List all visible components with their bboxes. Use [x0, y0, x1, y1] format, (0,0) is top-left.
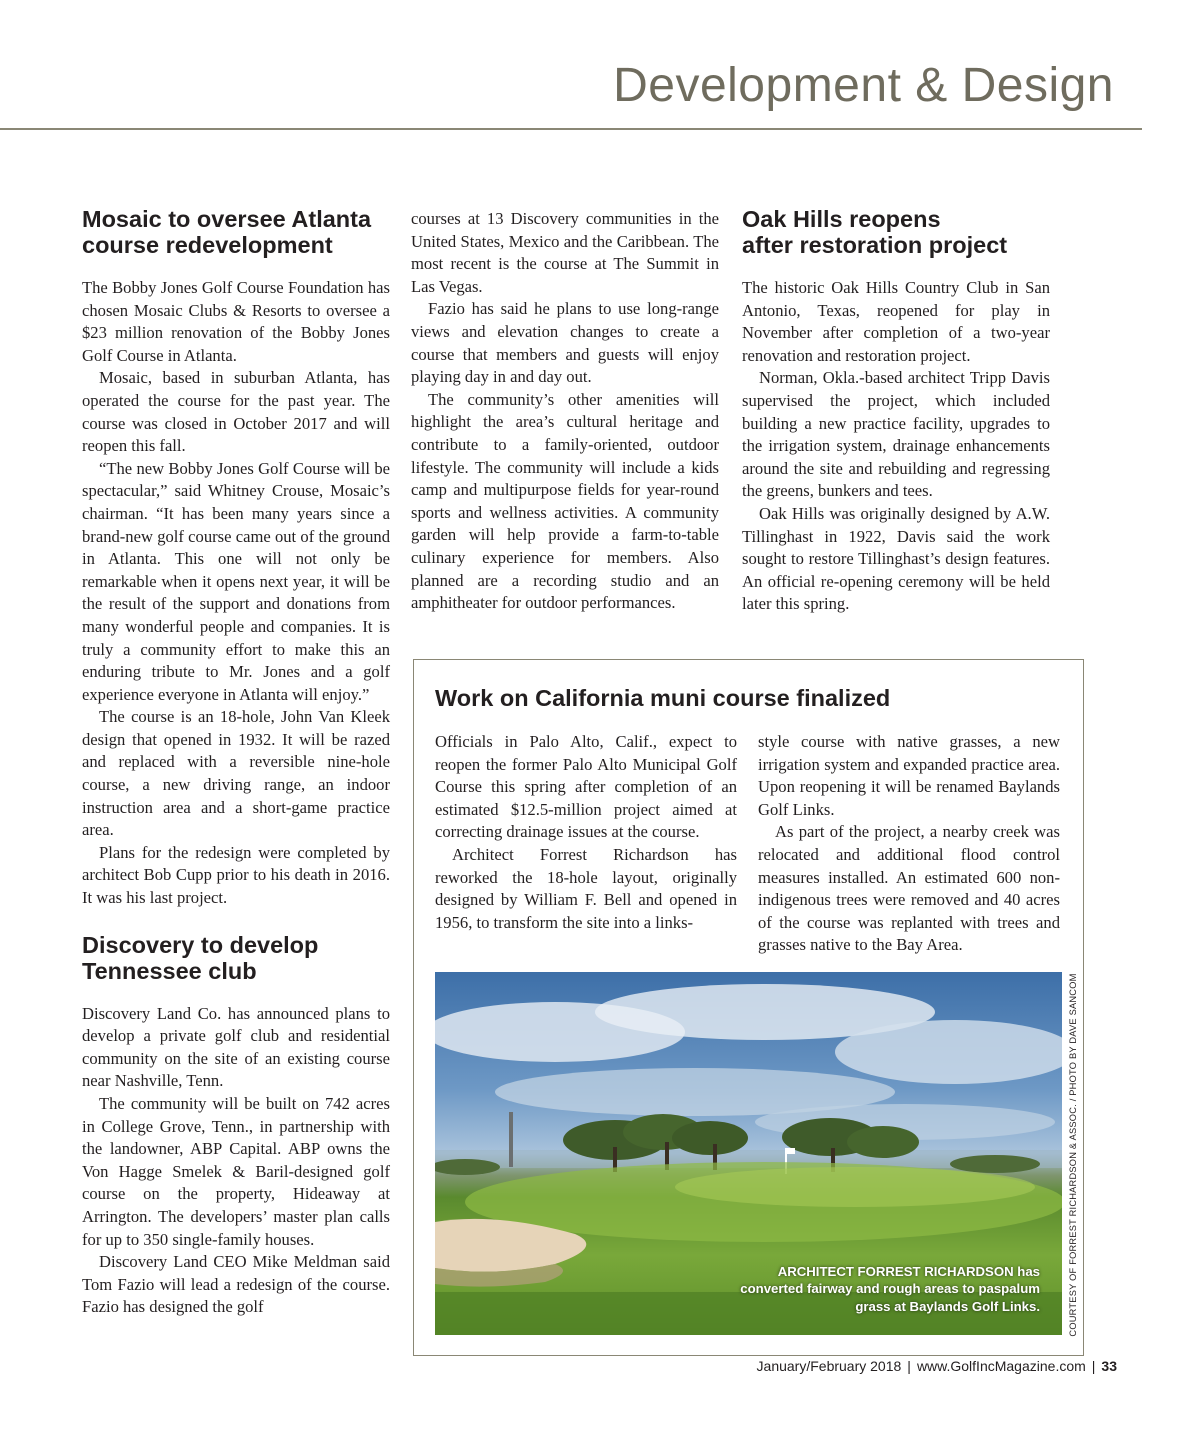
column-1 — [82, 206, 390, 1319]
mosaic-paragraph: Mosaic, based in suburban Atlanta, has operated the course for the past year. The course was closed in October 2017 and will reopen this fall. — [82, 368, 390, 456]
discovery-headline — [82, 932, 390, 984]
header-rule — [0, 128, 1142, 130]
mosaic-paragraph: Plans for the redesign were completed by architect Bob Cupp prior to his death in 2016. It was his last project. — [82, 842, 390, 908]
discovery-headline-line-1: Discovery to develop — [82, 931, 319, 958]
mosaic-paragraph: The course is an 18-hole, John Van Kleek design that opened in 1932. It will be razed and replaced with a reversible nine-hole course, a new driving range, an indoor instruction area and a short-game practice area. — [82, 707, 390, 840]
column-2 — [411, 208, 719, 615]
discovery-paragraph: The community will be built on 742 acres in College Grove, Tenn., in partnership with the landowner, ABP Capital. ABP owns the Von Hagge Smelek & Baril-designed golf course on the property, Hideaway at Arrington. The developers’ master plan calls for up to 350 single-family houses. — [82, 1094, 390, 1249]
oak-hills-paragraph: Oak Hills was originally designed by A.W. Tillinghast in 1922, Davis said the work sought to restore Tillinghast’s design features. An official re-opening ceremony will be held later this spring. — [742, 503, 1050, 614]
discovery-paragraph: Discovery Land CEO Mike Meldman said Tom Fazio will lead a redesign of the course. Fazio has designed the golf — [82, 1252, 390, 1317]
photo-caption: ARCHITECT FORREST RICHARDSON has converted fairway and rough areas to paspalum grass at Baylands Golf Links. — [740, 1263, 1040, 1314]
photo-credit: COURTESY OF FORREST RICHARDSON & ASSOC. / PHOTO BY DAVE SANCOM — [1068, 973, 1078, 1337]
oak-hills-headline-line-2: after restoration project — [742, 232, 1008, 258]
california-paragraph: As part of the project, a nearby creek was relocated and additional flood control measures installed. An estimated 600 non-indigenous trees were removed and 40 acres of the course was replanted with trees and grasses native to the Bay Area. — [758, 822, 1060, 955]
section-title: Development & Design — [613, 59, 1114, 112]
footer-separator: | — [907, 1358, 911, 1374]
oak-hills-paragraph: The historic Oak Hills Country Club in San Antonio, Texas, reopened for play in November after completion of a two-year renovation and restoration project. — [742, 278, 1050, 365]
discovery-continued-paragraph: Fazio has said he plans to use long-range views and elevation changes to create a course that members and guests will enjoy playing day in and day out. — [411, 299, 719, 387]
page-footer — [757, 1358, 1117, 1374]
column-3 — [742, 206, 1050, 616]
california-headline: Work on California muni course finalized — [435, 685, 891, 711]
mosaic-headline — [82, 206, 390, 258]
california-sidebar-box — [413, 659, 1084, 1356]
california-column-2 — [758, 731, 1060, 957]
footer-separator: | — [1091, 1358, 1096, 1374]
footer-website[interactable]: www.GolfIncMagazine.com — [916, 1358, 1086, 1374]
california-column-1 — [435, 731, 737, 934]
california-paragraph: style course with native grasses, a new irrigation system and expanded practice area. Upon reopening it will be renamed Baylands Golf Links. — [758, 732, 1060, 819]
oak-hills-headline — [742, 206, 1050, 258]
discovery-headline-line-2: Tennessee club — [82, 957, 257, 984]
california-paragraph: Officials in Palo Alto, Calif., expect to reopen the former Palo Alto Municipal Golf Course this spring after completion of an estimated $12.5-million project aimed at correcting drainage issues at the course. — [435, 732, 737, 842]
oak-hills-headline-line-1: Oak Hills reopens — [742, 206, 941, 232]
mosaic-paragraph: “The new Bobby Jones Golf Course will be spectacular,” said Whitney Crouse, Mosaic’s chairman. “It has been many years since a brand-new golf course came out of the ground in Atlanta. This one will not only be remarkable when it opens next year, it will be the result of the support and donations from many wonderful people and companies. It is truly a community effort to make this an enduring tribute to Mr. Jones and a golf experience everyone in Atlanta will enjoy.” — [82, 458, 390, 704]
mosaic-headline-line-1: Mosaic to oversee Atlanta — [82, 206, 372, 232]
discovery-continued-paragraph: courses at 13 Discovery communities in the United States, Mexico and the Caribbean. The most recent is the course at The Summit in Las Vegas. — [411, 209, 719, 296]
oak-hills-paragraph: Norman, Okla.-based architect Tripp Davis supervised the project, which included building a new practice facility, upgrades to the irrigation system, drainage enhancements around the site and rebuilding and regressing the greens, bunkers and tees. — [742, 368, 1050, 501]
mosaic-paragraph: The Bobby Jones Golf Course Foundation has chosen Mosaic Clubs & Resorts to oversee a $23 million renovation of the Bobby Jones Golf Course in Atlanta. — [82, 278, 390, 365]
golf-course-photo — [435, 972, 1062, 1335]
discovery-continued-paragraph: The community’s other amenities will highlight the area’s cultural heritage and contribute to a family-oriented, outdoor lifestyle. The community will include a kids camp and multipurpose fields for year-round sports and wellness activities. A community garden will help provide a farm-to-table culinary experience for members. Also planned are a recording studio and an amphitheater for outdoor performances. — [411, 389, 719, 613]
discovery-paragraph: Discovery Land Co. has announced plans to develop a private golf club and residential community on the site of an existing course near Nashville, Tenn. — [82, 1003, 390, 1091]
mosaic-headline-line-2: course redevelopment — [82, 232, 333, 258]
page-number: 33 — [1101, 1358, 1117, 1374]
footer-issue: January/February 2018 — [756, 1358, 902, 1374]
california-paragraph: Architect Forrest Richardson has reworked the 18-hole layout, originally designed by William F. Bell and opened in 1956, to transform the site into a links- — [435, 844, 737, 932]
